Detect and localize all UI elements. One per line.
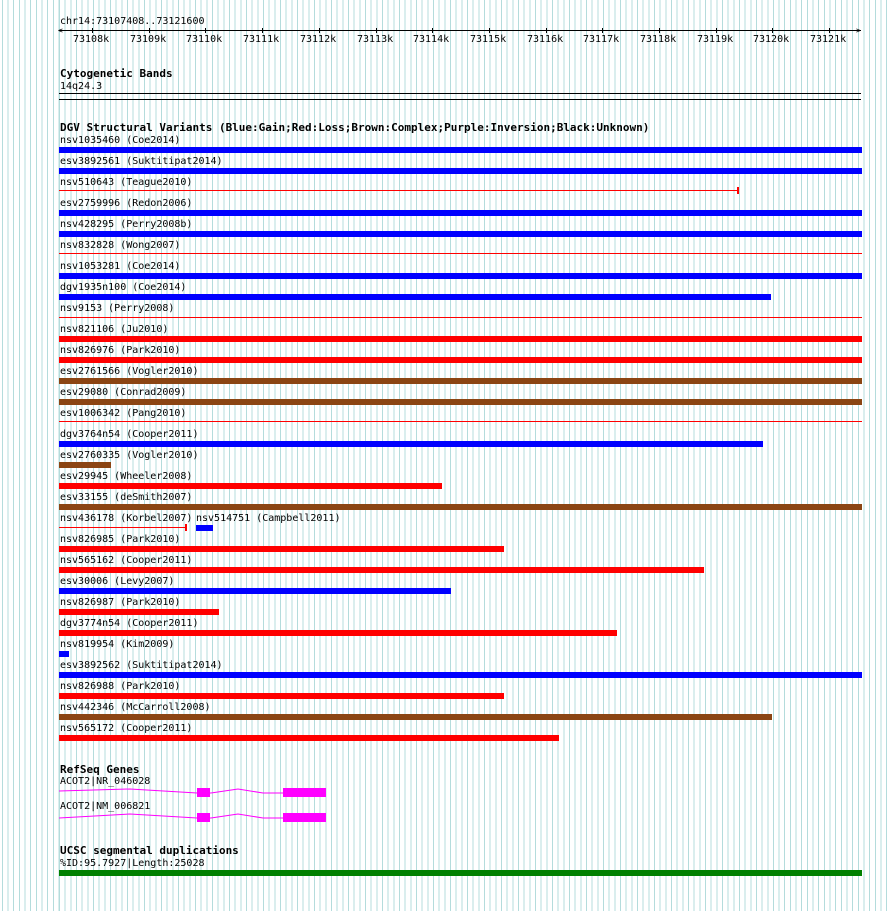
dgv-variant-label[interactable]: nsv428295 (Perry2008b) <box>60 219 193 230</box>
ruler-tick-label: 73116k <box>527 34 564 45</box>
segdup-feature[interactable] <box>59 870 862 876</box>
dgv-variant-end-cap <box>737 187 739 194</box>
ruler-tick-label: 73121k <box>810 34 847 45</box>
dgv-variant-label[interactable]: nsv826985 (Park2010) <box>60 534 181 545</box>
gene-exon <box>283 788 326 797</box>
dgv-variant-feature[interactable] <box>59 253 862 254</box>
ruler-tick <box>716 28 717 33</box>
dgv-variant-label[interactable]: nsv819954 (Kim2009) <box>60 639 175 650</box>
dgv-variant-feature[interactable] <box>59 567 704 573</box>
dgv-track-title: DGV Structural Variants (Blue:Gain;Red:Loss;Brown:Complex;Purple:Inversion;Black:Unknown) <box>60 121 650 134</box>
dgv-variant-feature[interactable] <box>59 378 862 384</box>
ruler-tick-label: 73109k <box>130 34 167 45</box>
dgv-variant-label[interactable]: esv33155 (deSmith2007) <box>60 492 193 503</box>
ruler-left-arrow-icon: < <box>58 26 63 35</box>
dgv-variant-end-cap <box>185 524 187 531</box>
dgv-variant-feature[interactable] <box>59 483 442 489</box>
ruler-tick <box>319 28 320 33</box>
ruler-tick-label: 73108k <box>73 34 110 45</box>
dgv-variant-feature[interactable] <box>59 210 862 216</box>
ruler-tick <box>432 28 433 33</box>
dgv-variant-label[interactable]: esv29945 (Wheeler2008) <box>60 471 193 482</box>
ruler-tick-label: 73110k <box>186 34 223 45</box>
dgv-variant-feature[interactable] <box>59 273 862 279</box>
ruler-axis <box>59 30 861 31</box>
dgv-variant-feature[interactable] <box>59 317 862 318</box>
cytoband-track-title: Cytogenetic Bands <box>60 67 173 80</box>
dgv-variant-label[interactable]: esv29080 (Conrad2009) <box>60 387 187 398</box>
dgv-variant-feature[interactable] <box>59 630 617 636</box>
ruler-tick-label: 73120k <box>753 34 790 45</box>
dgv-variant-label[interactable]: nsv9153 (Perry2008) <box>60 303 175 314</box>
cytoband-label: 14q24.3 <box>60 81 103 92</box>
dgv-variant-feature[interactable] <box>59 147 862 153</box>
dgv-variant-label[interactable]: nsv826987 (Park2010) <box>60 597 181 608</box>
dgv-variant-label[interactable]: nsv821106 (Ju2010) <box>60 324 169 335</box>
dgv-variant-feature[interactable] <box>59 357 862 363</box>
dgv-variant-feature[interactable] <box>59 421 862 422</box>
refseq-track-title: RefSeq Genes <box>60 763 140 776</box>
dgv-variant-label[interactable]: nsv510643 (Teague2010) <box>60 177 193 188</box>
ruler-tick <box>546 28 547 33</box>
ruler-tick-label: 73115k <box>470 34 507 45</box>
gene-intron-line <box>59 814 283 818</box>
region-label: chr14:73107408..73121600 <box>60 16 205 27</box>
dgv-variant-label[interactable]: nsv826976 (Park2010) <box>60 345 181 356</box>
dgv-variant-feature[interactable] <box>59 336 862 342</box>
ruler-tick <box>376 28 377 33</box>
ruler-tick-label: 73114k <box>413 34 450 45</box>
dgv-variant-label[interactable]: esv3892561 (Suktitipat2014) <box>60 156 223 167</box>
dgv-variant-feature[interactable] <box>59 231 862 237</box>
dgv-variant-label[interactable]: esv30006 (Levy2007) <box>60 576 175 587</box>
dgv-variant-label[interactable]: nsv565162 (Cooper2011) <box>60 555 193 566</box>
segdup-label[interactable]: %ID:95.7927|Length:25028 <box>60 858 205 869</box>
dgv-variant-label[interactable]: esv3892562 (Suktitipat2014) <box>60 660 223 671</box>
ruler-tick-label: 73112k <box>300 34 337 45</box>
dgv-variant-feature[interactable] <box>59 294 771 300</box>
dgv-variant-label[interactable]: dgv3774n54 (Cooper2011) <box>60 618 199 629</box>
ruler-tick <box>602 28 603 33</box>
ruler-tick <box>262 28 263 33</box>
dgv-variant-feature[interactable] <box>59 546 504 552</box>
dgv-variant-label[interactable]: nsv832828 (Wong2007) <box>60 240 181 251</box>
ruler-tick <box>659 28 660 33</box>
cytoband-bar-bottom <box>59 99 861 100</box>
dgv-variant-label[interactable]: dgv1935n100 (Coe2014) <box>60 282 187 293</box>
ruler-tick-label: 73113k <box>357 34 394 45</box>
segdup-track-title: UCSC segmental duplications <box>60 844 239 857</box>
dgv-variant-feature[interactable] <box>59 527 186 528</box>
ruler-tick-label: 73118k <box>640 34 677 45</box>
dgv-variant-feature[interactable] <box>59 693 504 699</box>
dgv-variant-feature[interactable] <box>59 190 738 191</box>
ruler-tick-label: 73111k <box>243 34 280 45</box>
dgv-variant-feature[interactable] <box>59 399 862 405</box>
dgv-variant-label[interactable]: dgv3764n54 (Cooper2011) <box>60 429 199 440</box>
dgv-variant-label[interactable]: nsv442346 (McCarroll2008) <box>60 702 211 713</box>
gene-model[interactable] <box>0 808 890 828</box>
dgv-variant-feature[interactable] <box>59 714 772 720</box>
dgv-variant-feature[interactable] <box>59 441 763 447</box>
gene-label[interactable]: ACOT2|NM_006821 <box>60 801 151 812</box>
dgv-variant-label[interactable]: nsv436178 (Korbel2007) <box>60 513 193 524</box>
dgv-variant-feature[interactable] <box>59 504 862 510</box>
dgv-variant-label[interactable]: esv2759996 (Redon2006) <box>60 198 193 209</box>
ruler-tick <box>92 28 93 33</box>
ruler-tick <box>149 28 150 33</box>
gene-label[interactable]: ACOT2|NR_046028 <box>60 776 151 787</box>
dgv-variant-feature[interactable] <box>59 672 862 678</box>
ruler-tick <box>772 28 773 33</box>
dgv-variant-label[interactable]: nsv826988 (Park2010) <box>60 681 181 692</box>
ruler-tick <box>829 28 830 33</box>
dgv-variant-label[interactable]: esv2760335 (Vogler2010) <box>60 450 199 461</box>
dgv-variant-label[interactable]: esv2761566 (Vogler2010) <box>60 366 199 377</box>
ruler-tick-label: 73119k <box>697 34 734 45</box>
gene-exon <box>197 813 210 822</box>
dgv-variant-feature[interactable] <box>59 588 451 594</box>
dgv-variant-label[interactable]: nsv514751 (Campbell2011) <box>196 513 341 524</box>
ruler-right-arrow-icon: > <box>856 26 861 35</box>
ruler-tick <box>205 28 206 33</box>
gene-intron-line <box>59 789 283 793</box>
dgv-variant-feature[interactable] <box>59 651 69 657</box>
gene-exon <box>283 813 326 822</box>
dgv-variant-feature[interactable] <box>59 609 219 615</box>
cytoband-bar-top <box>59 93 861 94</box>
dgv-variant-label[interactable]: nsv1035460 (Coe2014) <box>60 135 181 146</box>
dgv-variant-label[interactable]: esv1006342 (Pang2010) <box>60 408 187 419</box>
dgv-variant-label[interactable]: nsv565172 (Cooper2011) <box>60 723 193 734</box>
ruler-tick-label: 73117k <box>583 34 620 45</box>
dgv-variant-feature[interactable] <box>59 735 559 741</box>
dgv-variant-feature[interactable] <box>59 462 111 468</box>
gene-exon <box>197 788 210 797</box>
gene-model[interactable] <box>0 783 890 803</box>
dgv-variant-feature[interactable] <box>59 168 862 174</box>
dgv-variant-label[interactable]: nsv1053281 (Coe2014) <box>60 261 181 272</box>
ruler-tick <box>489 28 490 33</box>
dgv-variant-feature[interactable] <box>196 525 213 531</box>
